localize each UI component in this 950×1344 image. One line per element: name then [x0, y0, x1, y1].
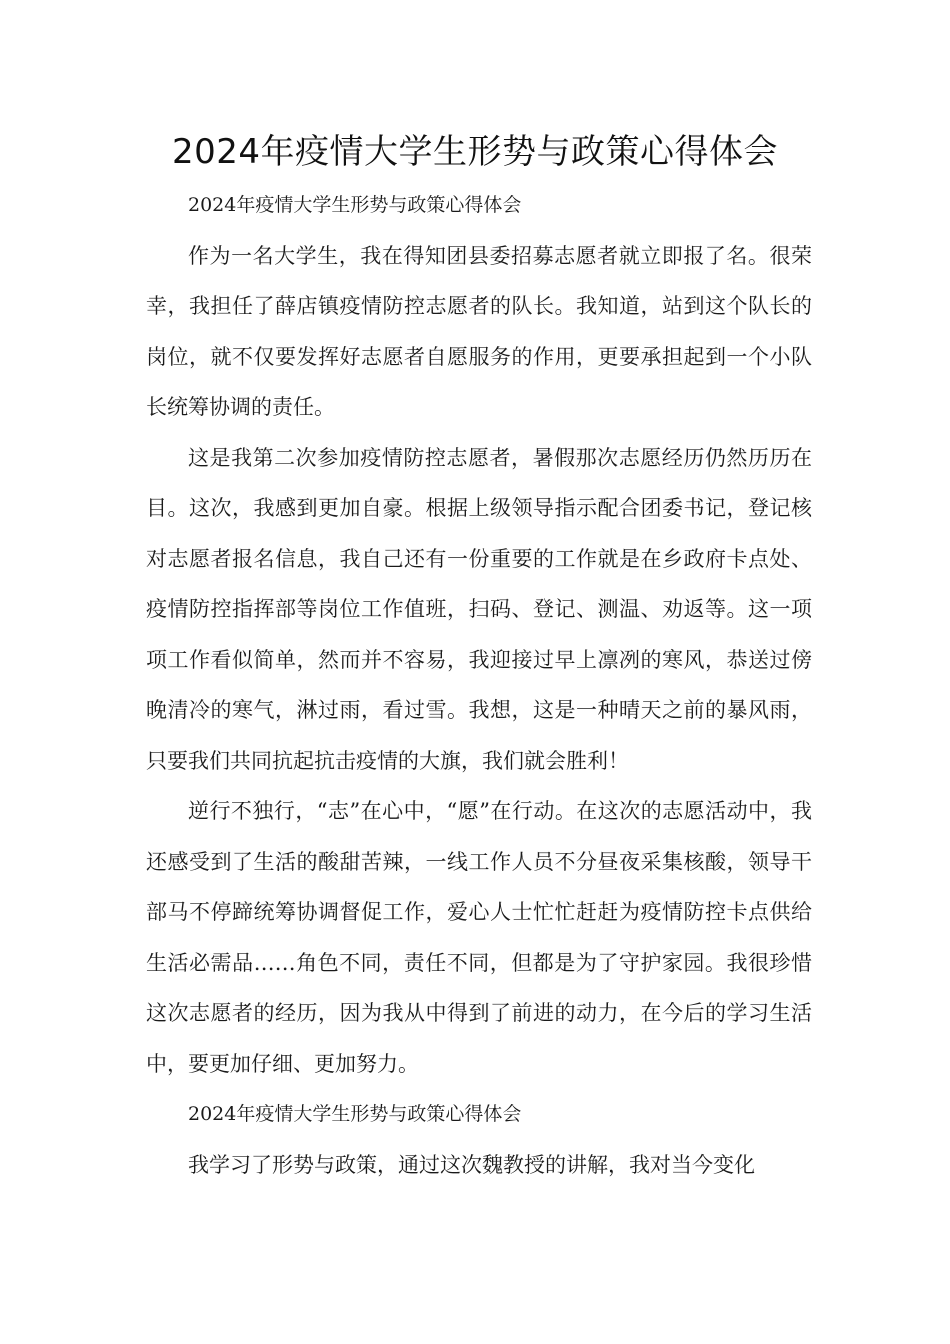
paragraph-second-volunteering: 这是我第二次参加疫情防控志愿者，暑假那次志愿经历仍然历历在目。这次，我感到更加自豪。根据上级领导指示配合团委书记，登记核对志愿者报名信息，我自己还有一份重要的工作就是在乡政府卡点处、疫情防控指挥部等岗位工作值班，扫码、登记、测温、劝返等。这一项项工作看似简单，然而并不容易，我迎接过早上凛冽的寒风，恭送过傍晚清冷的寒气，淋过雨，看过雪。我想，这是一种晴天之前的暴风雨，只要我们共同抗起抗击疫情的大旗，我们就会胜利！: [146, 445, 812, 773]
paragraph-volunteer-intro: 作为一名大学生，我在得知团县委招募志愿者就立即报了名。很荣幸，我担任了薛店镇疫情防控志愿者的队长。我知道，站到这个队长的岗位，就不仅要发挥好志愿者自愿服务的作用，更要承担起到一个小队长统筹协调的责任。: [146, 243, 812, 419]
document-title: 2024年疫情大学生形势与政策心得体会: [171, 132, 779, 172]
document-body: [146, 180, 812, 1190]
paragraph-policy-study: 我学习了形势与政策，通过这次魏教授的讲解，我对当今变化: [188, 1152, 755, 1177]
section-subheading: 2024年疫情大学生形势与政策心得体会: [188, 194, 522, 216]
paragraph-reflection: 逆行不独行，“志”在心中，“愿”在行动。在这次的志愿活动中，我还感受到了生活的酸甜苦辣，一线工作人员不分昼夜采集核酸，领导干部马不停蹄统筹协调督促工作，爱心人士忙忙赶赶为疫情防控卡点供给生活必需品……角色不同，责任不同，但都是为了守护家园。我很珍惜这次志愿者的经历，因为我从中得到了前进的动力，在今后的学习生活中，要更加仔细、更加努力。: [146, 799, 812, 1076]
section-subheading-2: 2024年疫情大学生形势与政策心得体会: [188, 1103, 522, 1125]
